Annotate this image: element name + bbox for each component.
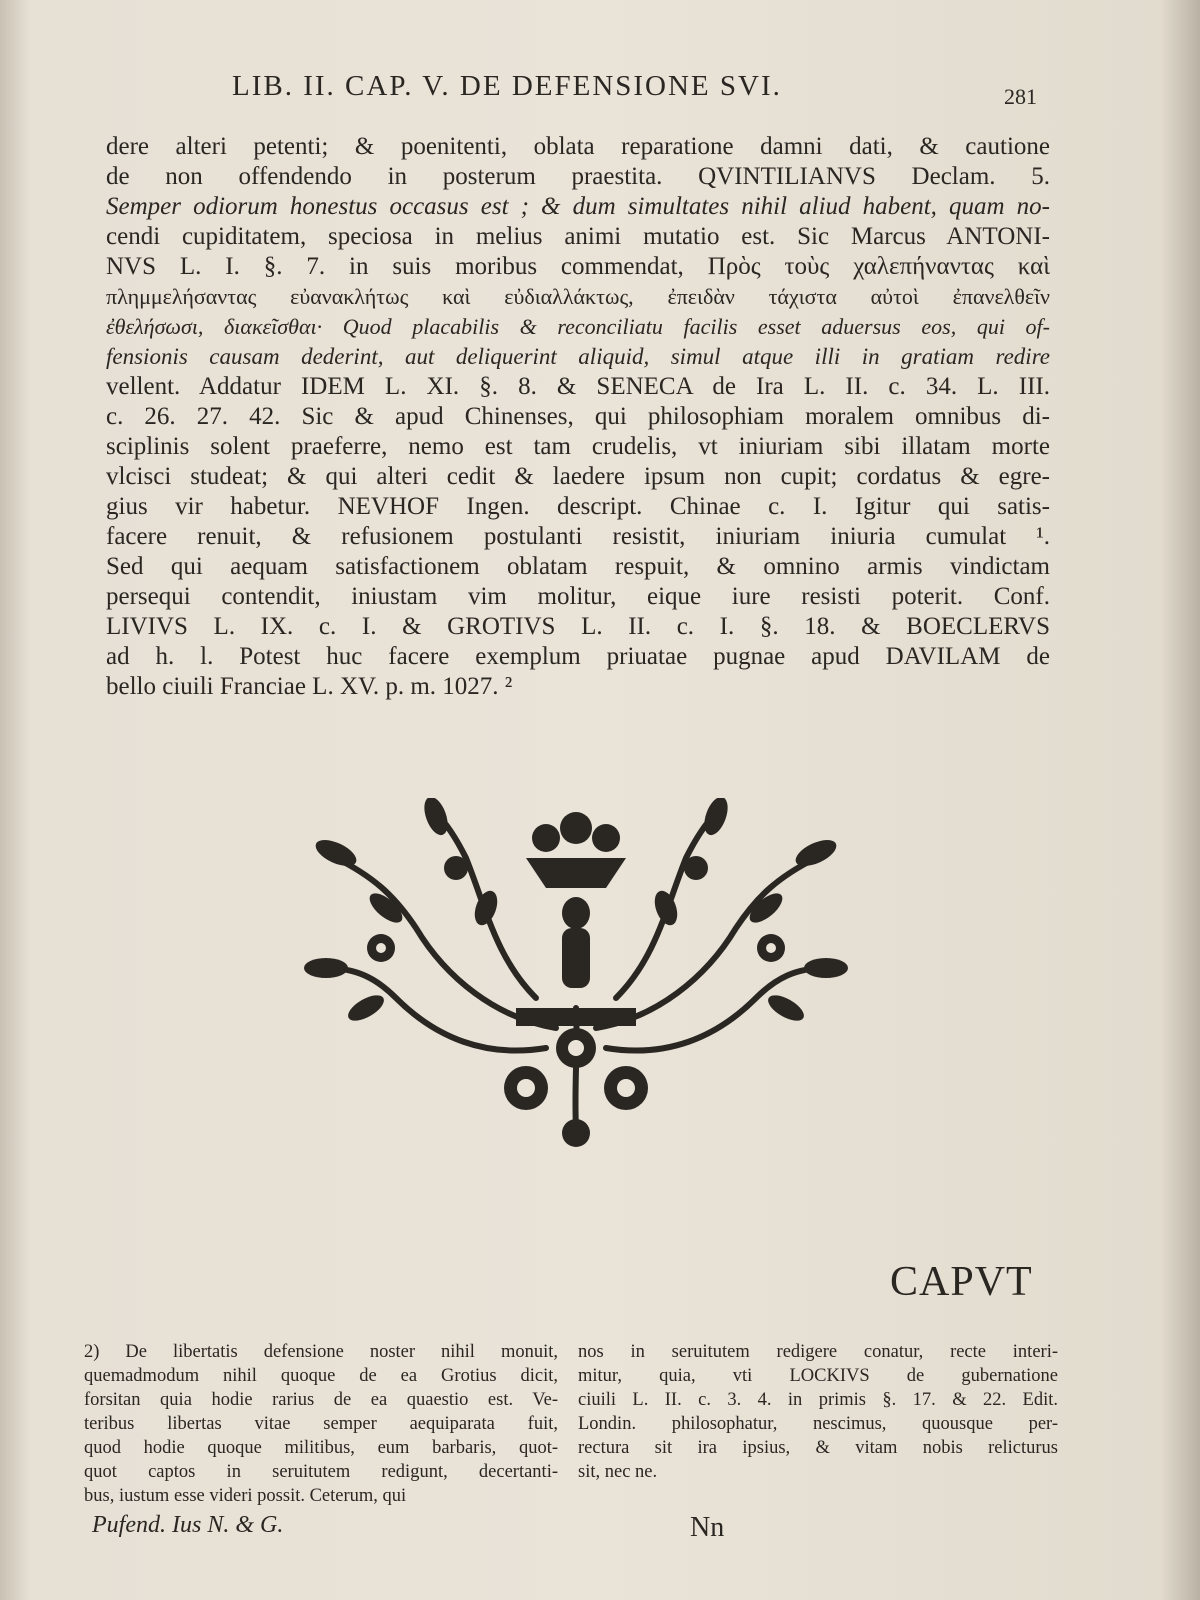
footnote-line: forsitan quia hodie rarius de ea quaestio est. Ve-	[84, 1390, 558, 1410]
text-line: ἐθελήσωσι, διακεῖσθαι· Quod placabilis & reconciliatu facilis esset aduersus eos, qui of-	[106, 314, 1050, 339]
text-line: Sed qui aequam satisfactionem oblatam respuit, & omnino armis vindictam	[106, 553, 1050, 580]
footnote-line: Londin. philosophatur, nescimus, quousque per-	[578, 1414, 1058, 1434]
text-line: fensionis causam dederint, aut deliquerint aliquid, simul atque illi in gratiam redire	[106, 344, 1050, 369]
text-line: dere alteri petenti; & poenitenti, oblata reparatione damni dati, & cautione	[106, 133, 1050, 160]
body-text	[106, 132, 1050, 702]
footnote-line: mitur, quia, vti LOCKIVS de gubernatione	[578, 1366, 1058, 1386]
footnote-column-left	[84, 1340, 558, 1508]
text-line: cendi cupiditatem, speciosa in melius animi mutatio est. Sic Marcus ANTONI-	[106, 223, 1050, 250]
text-line: NVS L. I. §. 7. in suis moribus commendat, Πρὸς τοὺς χαλεπήναντας καὶ	[106, 253, 1050, 280]
running-head: LIB. II. CAP. V. DE DEFENSIONE SVI.	[232, 70, 782, 102]
footnote-column-right	[578, 1340, 1058, 1484]
text-line: c. 26. 27. 42. Sic & apud Chinenses, qui philosophiam moralem omnibus di-	[106, 403, 1050, 430]
catchword-caput: CAPVT	[890, 1259, 1033, 1305]
page-number: 281	[1004, 84, 1037, 109]
text-line: πλημμελήσαντας εὐανακλήτως καὶ εὐδιαλλάκτως, ἐπειδὰν τάχιστα αὐτοὶ ἐπανελθεῖν	[106, 284, 1050, 309]
text-line: persequi contendit, iniustam vim molitur, eique iure resisti poterit. Conf.	[106, 583, 1050, 610]
footnote-line: bus, iustum esse videri possit. Ceterum, qui	[84, 1486, 407, 1506]
text-line: ad h. l. Potest huc facere exemplum priuatae pugnae apud DAVILAM de	[106, 643, 1050, 670]
text-line: bello ciuili Franciae L. XV. p. m. 1027. ²	[106, 673, 513, 700]
footnote-line: 2) De libertatis defensione noster nihil monuit,	[84, 1342, 558, 1362]
text-line: gius vir habetur. NEVHOF Ingen. descript. Chinae c. I. Igitur qui satis-	[106, 493, 1050, 520]
footnote-line: quot captos in seruitutem redigunt, decertanti-	[84, 1462, 558, 1482]
footnote-line: quod hodie quoque militibus, eum barbaris, quot-	[84, 1438, 558, 1458]
footnote-line: nos in seruitutem redigere conatur, recte interi-	[578, 1342, 1058, 1362]
footnote-line: teribus libertas vitae semper aequiparata fuit,	[84, 1414, 558, 1434]
text-line: vlcisci studeat; & qui alteri cedit & laedere ipsum non cupit; cordatus & egre-	[106, 463, 1050, 490]
footnote-line: quemadmodum nihil quoque de ea Grotius dicit,	[84, 1366, 558, 1386]
signature-line: Pufend. Ius N. & G.	[92, 1512, 284, 1538]
text-line: LIVIVS L. IX. c. I. & GROTIVS L. II. c. I. §. 18. & BOECLERVS	[106, 613, 1050, 640]
footnote-line: ciuili L. II. c. 3. 4. in primis §. 17. & 22. Edit.	[578, 1390, 1058, 1410]
text-line: Semper odiorum honestus occasus est ; & dum simultates nihil aliud habent, quam no-	[106, 193, 1050, 220]
text-line: facere renuit, & refusionem postulanti resistit, iniuriam iniuria cumulat ¹.	[106, 523, 1050, 550]
signature-mark: Nn	[690, 1512, 725, 1543]
footnote-line: rectura sit ira ipsius, & vitam nobis relicturus	[578, 1438, 1058, 1458]
text-line: vellent. Addatur IDEM L. XI. §. 8. & SENECA de Ira L. II. c. 34. L. III.	[106, 373, 1050, 400]
floral-ornament-icon	[296, 798, 856, 1158]
text-line: sciplinis solent praeferre, nemo est tam crudelis, vt iniuriam sibi illatam morte	[106, 433, 1050, 460]
text-line: de non offendendo in posterum praestita. QVINTILIANVS Declam. 5.	[106, 163, 1050, 190]
footnote-line: sit, nec ne.	[578, 1462, 658, 1482]
